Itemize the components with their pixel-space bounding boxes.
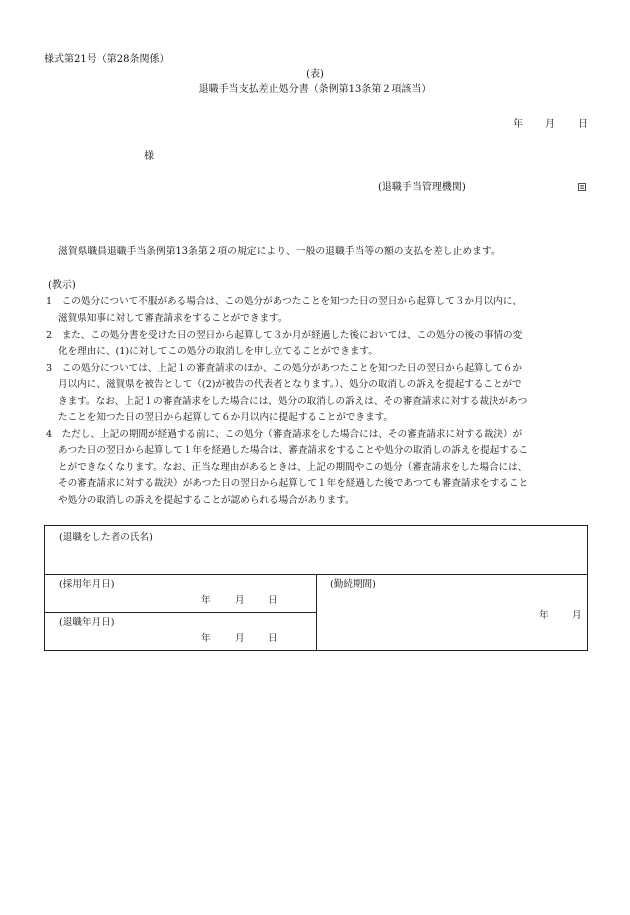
issuer-label: (退職手当管理機関) [378,182,466,193]
instruction-line: 4 ただし、上記の期間が経過する前に、この処分（審査請求をした場合には、その審査請求に対する裁決）が [46,429,523,440]
hire-date-year: 年 [201,595,211,606]
instructions-heading: (教示) [48,280,76,291]
service-period-months: 月 [572,610,582,621]
body-text: 滋賀県職員退職手当条例第13条第２項の規定により、一般の退職手当等の額の支払を差し止めます。 [58,246,501,257]
retiree-info-table [44,525,588,651]
instruction-line: 月以内に、滋賀県を被告として（(2)が被告の代表者となります。）、処分の取消しの訴えを提起することがで [58,379,522,390]
hire-date-label: (採用年月日) [59,579,115,590]
instruction-line: 2 また、この処分書を受けた日の翌日から起算して３か月が経過した後においては、この処分の後の事情の変 [46,330,523,341]
instruction-line: や処分の取消しの訴えを提起することが認められる場合があります。 [58,495,355,506]
issue-date-month: 月 [545,119,555,130]
addressee-suffix: 様 [144,151,154,162]
instruction-line: たことを知つた日の翌日から起算して６か月以内に提起することができます。 [58,412,394,423]
instruction-line: その審査請求に対する裁決）があつた日の翌日から起算して１年を経過した後であつても審査請求をすること [58,478,529,489]
issue-date-day: 日 [578,119,588,130]
table-divider [316,574,317,650]
hire-date-month: 月 [235,595,245,606]
instruction-line: とができなくなります。なお、正当な理由があるときは、上記の期間やこの処分（審査請求をした場合には、 [58,462,528,473]
instruction-line: あつた日の翌日から起算して１年を経過した場合は、審査請求をすることや処分の取消しの訴えを提起するこ [58,445,529,456]
instruction-line: 3 この処分については、上記１の審査請求のほか、この処分があつたことを知つた日の翌日から起算して６か [46,363,523,374]
retire-date-year: 年 [201,633,211,644]
instruction-line: 化を理由に、(1)に対してこの処分の取消しを申し立てることができます。 [58,346,378,357]
hire-date-day: 日 [268,595,278,606]
seal-icon [578,183,586,191]
retire-date-day: 日 [268,633,278,644]
instruction-line: きます。なお、上記１の審査請求をした場合には、処分の取消しの訴えは、その審査請求に対する裁決があつ [58,396,528,407]
page-title: 退職手当支払差止処分書（条例第13条第２項該当） [198,84,432,95]
instruction-line: 滋賀県知事に対して審査請求をすることができます。 [58,313,288,324]
service-period-label: (勤続期間) [330,579,376,590]
retiree-name-label: (退職をした者の氏名) [59,532,153,543]
form-side-label: (表) [306,69,324,80]
retire-date-label: (退職年月日) [59,617,115,628]
form-number: 様式第21号（第28条関係） [44,54,170,65]
service-period-years: 年 [539,610,549,621]
issue-date-year: 年 [513,119,523,130]
retire-date-month: 月 [235,633,245,644]
table-divider [45,612,316,613]
instruction-line: 1 この処分について不服がある場合は、この処分があつたことを知つた日の翌日から起算して３か月以内に、 [46,296,523,307]
